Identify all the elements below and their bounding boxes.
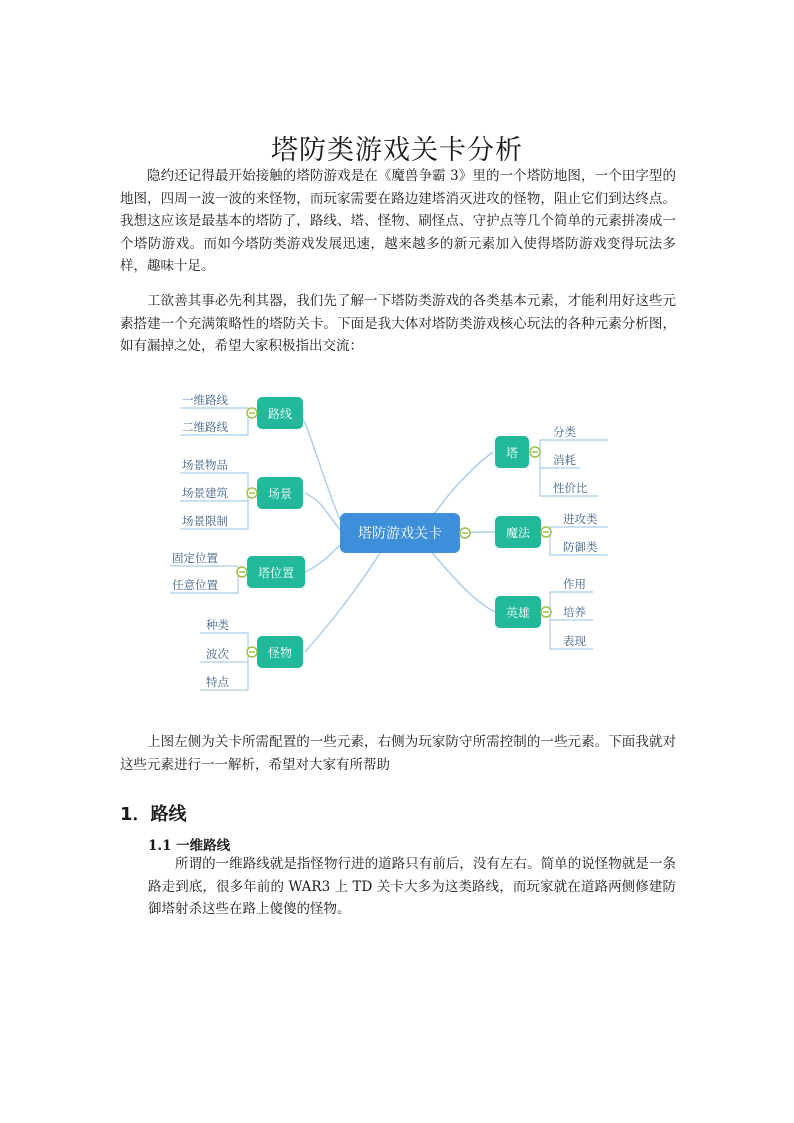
branch-label-scene: 场景 [267,487,293,501]
leaf-label: 一维路线 [182,393,228,407]
leaf-label: 分类 [553,425,576,439]
leaf-label: 特点 [206,675,229,689]
branch-label-route: 路线 [267,407,293,421]
center-node-label: 塔防游戏关卡 [358,526,442,542]
section-heading: 1．路线 [120,804,187,825]
route-1d-paragraph: 所谓的一维路线就是指怪物行进的道路只有前后，没有左右。简单的说怪物就是一条路走到底，很多年前的 WAR3 上 TD 关卡大多为这类路线，而玩家就在道路两侧修建防御塔射杀这些在路上傻傻的怪物。 [148,856,676,917]
leaf-label: 场景物品 [182,458,228,472]
leaf-label: 固定位置 [172,551,218,565]
branch-label-hero: 英雄 [505,606,531,620]
leaf-label: 消耗 [553,453,576,467]
leaf-label: 场景建筑 [182,486,228,500]
intro-paragraph: 隐约还记得最开始接触的塔防游戏是在《魔兽争霸 3》里的一个塔防地图，一个田字型的地图，四周一波一波的来怪物，而玩家需要在路边建塔消灭进攻的怪物，阻止它们到达终点。我想这应该是最基本的塔防了，路线、塔、怪物、刷怪点、守护点等几个简单的元素拼凑成一个塔防游戏。而如今塔防类游戏发展迅速，越来越多的新元素加入使得塔防游戏变得玩法多样，趣味十足。 [120,168,676,274]
link-center-monster [305,553,380,652]
link-center-scene [305,493,340,530]
figure-explanation-paragraph: 上图左侧为关卡所需配置的一些元素，右侧为玩家防守所需控制的一些元素。下面我就对这些元素进行一一解析，希望对大家有所帮助 [120,734,676,773]
mindmap-svg [160,380,630,700]
leaf-label: 进攻类 [563,512,598,526]
leaf-label: 任意位置 [172,578,218,592]
page-title: 塔防类游戏关卡分析 [271,135,523,166]
subsection-heading: 1.1 一维路线 [148,838,231,854]
leaf-label: 表现 [563,634,586,648]
mindmap-figure [160,380,630,700]
branch-label-magic: 魔法 [505,526,531,540]
elements-paragraph: 工欲善其事必先利其器，我们先了解一下塔防类游戏的各类基本元素，才能利用好这些元素搭建一个充满策略性的塔防关卡。下面是我大体对塔防类游戏核心玩法的各种元素分析图，如有漏掉之处，希望大家积极指出交流： [120,293,676,354]
leaf-label: 波次 [206,647,229,661]
leaf-label: 培养 [563,605,586,619]
branch-label-monster: 怪物 [267,646,293,660]
link-center-tower [430,452,493,520]
leaf-label: 场景限制 [182,514,228,528]
leaf-label: 防御类 [563,540,598,554]
link-center-hero [430,550,495,612]
leaf-label: 性价比 [553,481,588,495]
link-center-towerpos [305,545,340,572]
branch-label-tower: 塔 [505,446,519,460]
leaf-label: 作用 [563,577,586,591]
leaf-label: 种类 [206,618,229,632]
leaf-label: 二维路线 [182,420,228,434]
branch-label-towerpos: 塔位置 [257,566,295,580]
